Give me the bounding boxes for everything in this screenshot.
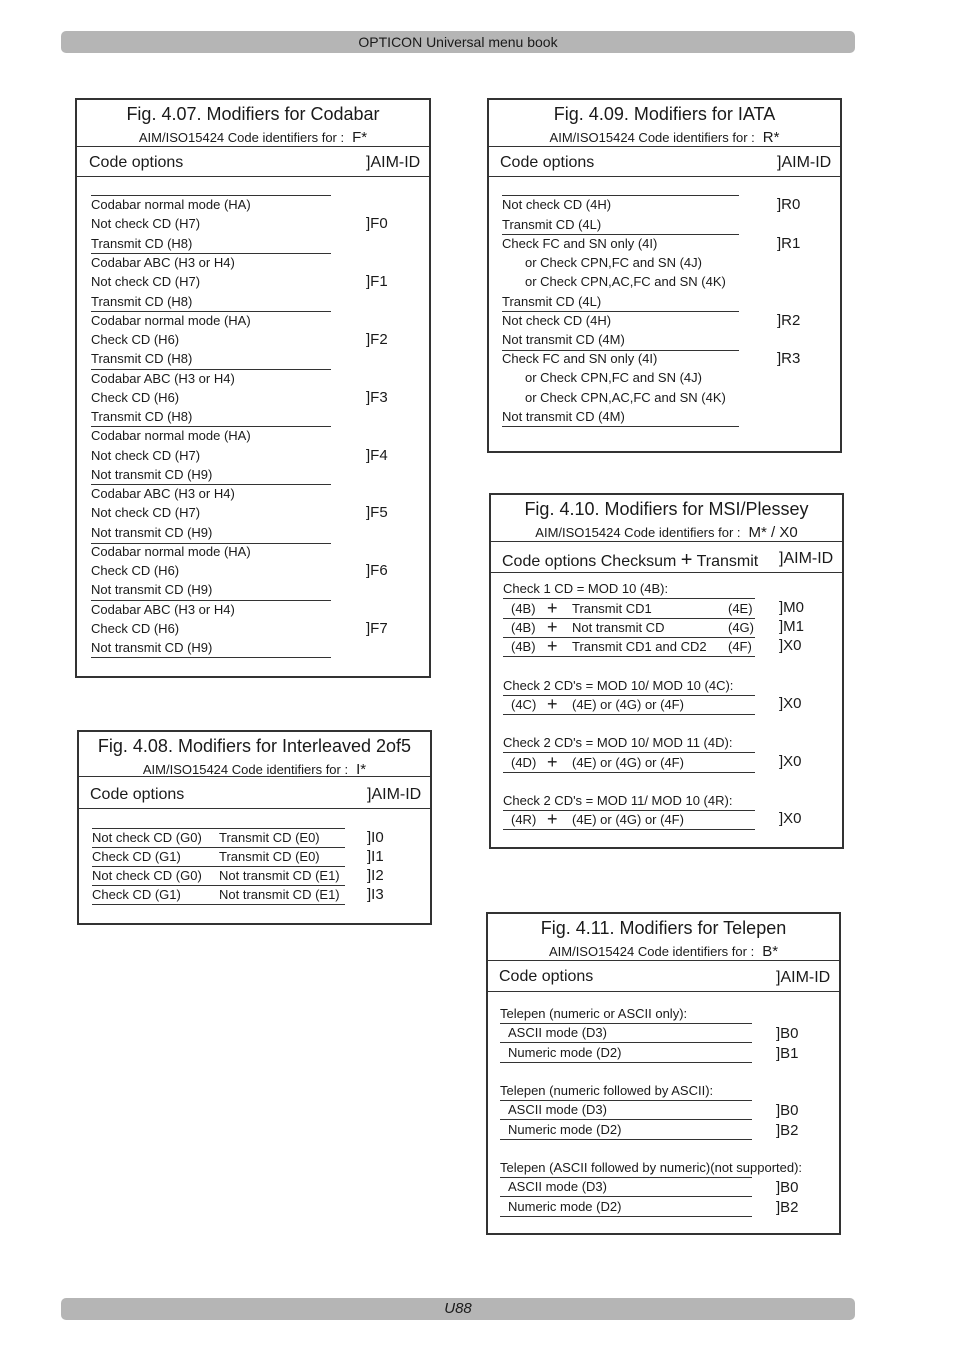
msi-section-heading: Check 2 CD's = MOD 10/ MOD 10 (4C): xyxy=(503,678,734,693)
codabar-line: Codabar normal mode (HA) xyxy=(91,313,251,328)
i2of5-row-a: Check CD (G1) xyxy=(92,849,181,864)
codabar-table xyxy=(75,98,431,678)
iata-line: Transmit CD (4L) xyxy=(502,217,602,232)
msi-row-a: (4C) xyxy=(511,697,537,712)
telepen-section-heading: Telepen (ASCII followed by numeric)(not supported): xyxy=(500,1160,803,1175)
codabar-line: Transmit CD (H8) xyxy=(91,294,193,309)
iata-line: or Check CPN,AC,FC and SN (4K) xyxy=(525,274,726,289)
codabar-line: Codabar normal mode (HA) xyxy=(91,544,251,559)
msi-row-a: (4B) xyxy=(511,620,536,635)
iata-subtitle: AIM/ISO15424 Code identifiers for : R* xyxy=(549,129,780,146)
codabar-line: Codabar ABC (H3 or H4) xyxy=(91,486,235,501)
codabar-aimid: ]F5 xyxy=(366,504,388,521)
iata-line: Check FC and SN only (4I) xyxy=(502,236,658,251)
telepen-row: Numeric mode (D2) xyxy=(508,1045,622,1060)
i2of5-table xyxy=(77,730,432,925)
codabar-aimid: ]F6 xyxy=(366,562,388,579)
page-header: OPTICON Universal menu book xyxy=(61,31,855,53)
plus-icon: + xyxy=(547,636,558,656)
iata-col-aimid: ]AIM-ID xyxy=(777,154,832,171)
telepen-row: Numeric mode (D2) xyxy=(508,1122,622,1137)
msi-row-b: Transmit CD1 and CD2 xyxy=(572,639,707,654)
i2of5-row-b: Not transmit CD (E1) xyxy=(219,868,340,883)
codabar-line: Check CD (H6) xyxy=(91,621,180,636)
iata-aimid: ]R2 xyxy=(777,312,801,329)
msi-row-b: (4E) or (4G) or (4F) xyxy=(572,697,684,712)
codabar-line: Check CD (H6) xyxy=(91,332,180,347)
codabar-aimid: ]F0 xyxy=(366,215,388,232)
telepen-subtitle: AIM/ISO15424 Code identifiers for : B* xyxy=(548,943,779,960)
iata-line: Check FC and SN only (4I) xyxy=(502,351,658,366)
msi-aimid: ]X0 xyxy=(779,753,802,770)
plus-icon: + xyxy=(547,617,558,637)
telepen-row: ASCII mode (D3) xyxy=(508,1102,607,1117)
i2of5-row-b: Not transmit CD (E1) xyxy=(219,887,340,902)
codabar-aimid: ]F3 xyxy=(366,389,388,406)
i2of5-row-b: Transmit CD (E0) xyxy=(219,849,320,864)
codabar-aimid: ]F1 xyxy=(366,273,388,290)
codabar-line: Codabar normal mode (HA) xyxy=(91,197,251,212)
codabar-line: Not transmit CD (H9) xyxy=(91,582,213,597)
msi-row-a: (4D) xyxy=(511,755,537,770)
i2of5-title: Fig. 4.08. Modifiers for Interleaved 2of5 xyxy=(97,736,412,756)
msi-row-b: (4E) or (4G) or (4F) xyxy=(572,812,684,827)
plus-icon: + xyxy=(680,549,693,571)
codabar-line: Not transmit CD (H9) xyxy=(91,467,213,482)
plus-icon: + xyxy=(547,598,558,618)
iata-line: Not transmit CD (4M) xyxy=(502,332,625,347)
telepen-row: ASCII mode (D3) xyxy=(508,1179,607,1194)
i2of5-subtitle: AIM/ISO15424 Code identifiers for : I* xyxy=(142,761,367,778)
i2of5-row-a: Not check CD (G0) xyxy=(92,868,202,883)
telepen-table xyxy=(486,912,841,1235)
msi-title: Fig. 4.10. Modifiers for MSI/Plessey xyxy=(524,499,809,519)
codabar-subtitle: AIM/ISO15424 Code identifiers for : F* xyxy=(138,129,368,146)
telepen-aimid: ]B0 xyxy=(776,1102,799,1119)
msi-aimid: ]M0 xyxy=(779,599,805,616)
i2of5-aimid: ]I1 xyxy=(367,848,384,865)
msi-aimid: ]X0 xyxy=(779,637,802,654)
codabar-line: Not transmit CD (H9) xyxy=(91,525,213,540)
i2of5-aimid: ]I2 xyxy=(367,867,384,884)
telepen-col-options: Code options xyxy=(499,968,594,985)
codabar-line: Check CD (H6) xyxy=(91,390,180,405)
codabar-col-options: Code options xyxy=(89,154,184,171)
iata-line: Not check CD (4H) xyxy=(502,197,612,212)
i2of5-aimid: ]I3 xyxy=(367,886,384,903)
iata-col-options: Code options xyxy=(500,154,595,171)
iata-table xyxy=(487,98,842,453)
codabar-line: Transmit CD (H8) xyxy=(91,236,193,251)
codabar-line: Not check CD (H7) xyxy=(91,448,201,463)
codabar-line: Not check CD (H7) xyxy=(91,505,201,520)
telepen-aimid: ]B0 xyxy=(776,1025,799,1042)
msi-section-heading: Check 1 CD = MOD 10 (4B): xyxy=(503,581,669,596)
i2of5-row-a: Not check CD (G0) xyxy=(92,830,202,845)
codabar-line: Not check CD (H7) xyxy=(91,216,201,231)
codabar-line: Transmit CD (H8) xyxy=(91,351,193,366)
codabar-line: Codabar ABC (H3 or H4) xyxy=(91,255,235,270)
plus-icon: + xyxy=(547,752,558,772)
telepen-col-aimid: ]AIM-ID xyxy=(776,969,831,986)
msi-row-b: Transmit CD1 xyxy=(572,601,652,616)
iata-aimid: ]R1 xyxy=(777,235,801,252)
msi-row-b: Not transmit CD xyxy=(572,620,665,635)
msi-aimid: ]M1 xyxy=(779,618,805,635)
telepen-aimid: ]B2 xyxy=(776,1199,799,1216)
iata-title: Fig. 4.09. Modifiers for IATA xyxy=(553,104,776,124)
telepen-section-heading: Telepen (numeric or ASCII only): xyxy=(500,1006,688,1021)
iata-aimid: ]R3 xyxy=(777,350,801,367)
codabar-col-aimid: ]AIM-ID xyxy=(366,154,421,171)
telepen-section-heading: Telepen (numeric followed by ASCII): xyxy=(500,1083,714,1098)
iata-line: or Check CPN,FC and SN (4J) xyxy=(525,370,702,385)
iata-line: Transmit CD (4L) xyxy=(502,294,602,309)
page-footer: U88 xyxy=(61,1298,855,1320)
telepen-title: Fig. 4.11. Modifiers for Telepen xyxy=(540,918,787,938)
iata-line: or Check CPN,AC,FC and SN (4K) xyxy=(525,390,726,405)
msi-aimid: ]X0 xyxy=(779,695,802,712)
codabar-aimid: ]F4 xyxy=(366,447,388,464)
codabar-line: Not check CD (H7) xyxy=(91,274,201,289)
msi-col-aimid: ]AIM-ID xyxy=(779,550,834,567)
iata-aimid: ]R0 xyxy=(777,196,801,213)
i2of5-row-a: Check CD (G1) xyxy=(92,887,181,902)
msi-row-b: (4E) or (4G) or (4F) xyxy=(572,755,684,770)
msi-row-a: (4R) xyxy=(511,812,537,827)
msi-table xyxy=(489,493,844,849)
codabar-aimid: ]F2 xyxy=(366,331,388,348)
i2of5-row-b: Transmit CD (E0) xyxy=(219,830,320,845)
plus-icon: + xyxy=(547,809,558,829)
msi-row-c: (4E) xyxy=(728,601,753,616)
codabar-line: Check CD (H6) xyxy=(91,563,180,578)
msi-row-c: (4G) xyxy=(728,620,754,635)
msi-row-a: (4B) xyxy=(511,601,536,616)
iata-line: Not transmit CD (4M) xyxy=(502,409,625,424)
telepen-row: ASCII mode (D3) xyxy=(508,1025,607,1040)
iata-line: or Check CPN,FC and SN (4J) xyxy=(525,255,702,270)
msi-row-a: (4B) xyxy=(511,639,536,654)
i2of5-col-options: Code options xyxy=(90,786,185,803)
telepen-row: Numeric mode (D2) xyxy=(508,1199,622,1214)
msi-aimid: ]X0 xyxy=(779,810,802,827)
msi-row-c: (4F) xyxy=(728,639,752,654)
iata-line: Not check CD (4H) xyxy=(502,313,612,328)
msi-section-heading: Check 2 CD's = MOD 10/ MOD 11 (4D): xyxy=(503,735,733,750)
codabar-aimid: ]F7 xyxy=(366,620,388,637)
codabar-line: Codabar ABC (H3 or H4) xyxy=(91,371,235,386)
codabar-line: Transmit CD (H8) xyxy=(91,409,193,424)
msi-col-options: Code options Checksum + Transmit xyxy=(502,549,759,571)
codabar-line: Codabar normal mode (HA) xyxy=(91,428,251,443)
plus-icon: + xyxy=(547,694,558,714)
telepen-aimid: ]B1 xyxy=(776,1045,799,1062)
i2of5-aimid: ]I0 xyxy=(367,829,384,846)
msi-section-heading: Check 2 CD's = MOD 11/ MOD 10 (4R): xyxy=(503,793,733,808)
codabar-title: Fig. 4.07. Modifiers for Codabar xyxy=(126,104,380,124)
i2of5-col-aimid: ]AIM-ID xyxy=(367,786,422,803)
codabar-line: Codabar ABC (H3 or H4) xyxy=(91,602,235,617)
msi-subtitle: AIM/ISO15424 Code identifiers for : M* / X0 xyxy=(535,524,798,541)
telepen-aimid: ]B0 xyxy=(776,1179,799,1196)
telepen-aimid: ]B2 xyxy=(776,1122,799,1139)
codabar-line: Not transmit CD (H9) xyxy=(91,640,213,655)
